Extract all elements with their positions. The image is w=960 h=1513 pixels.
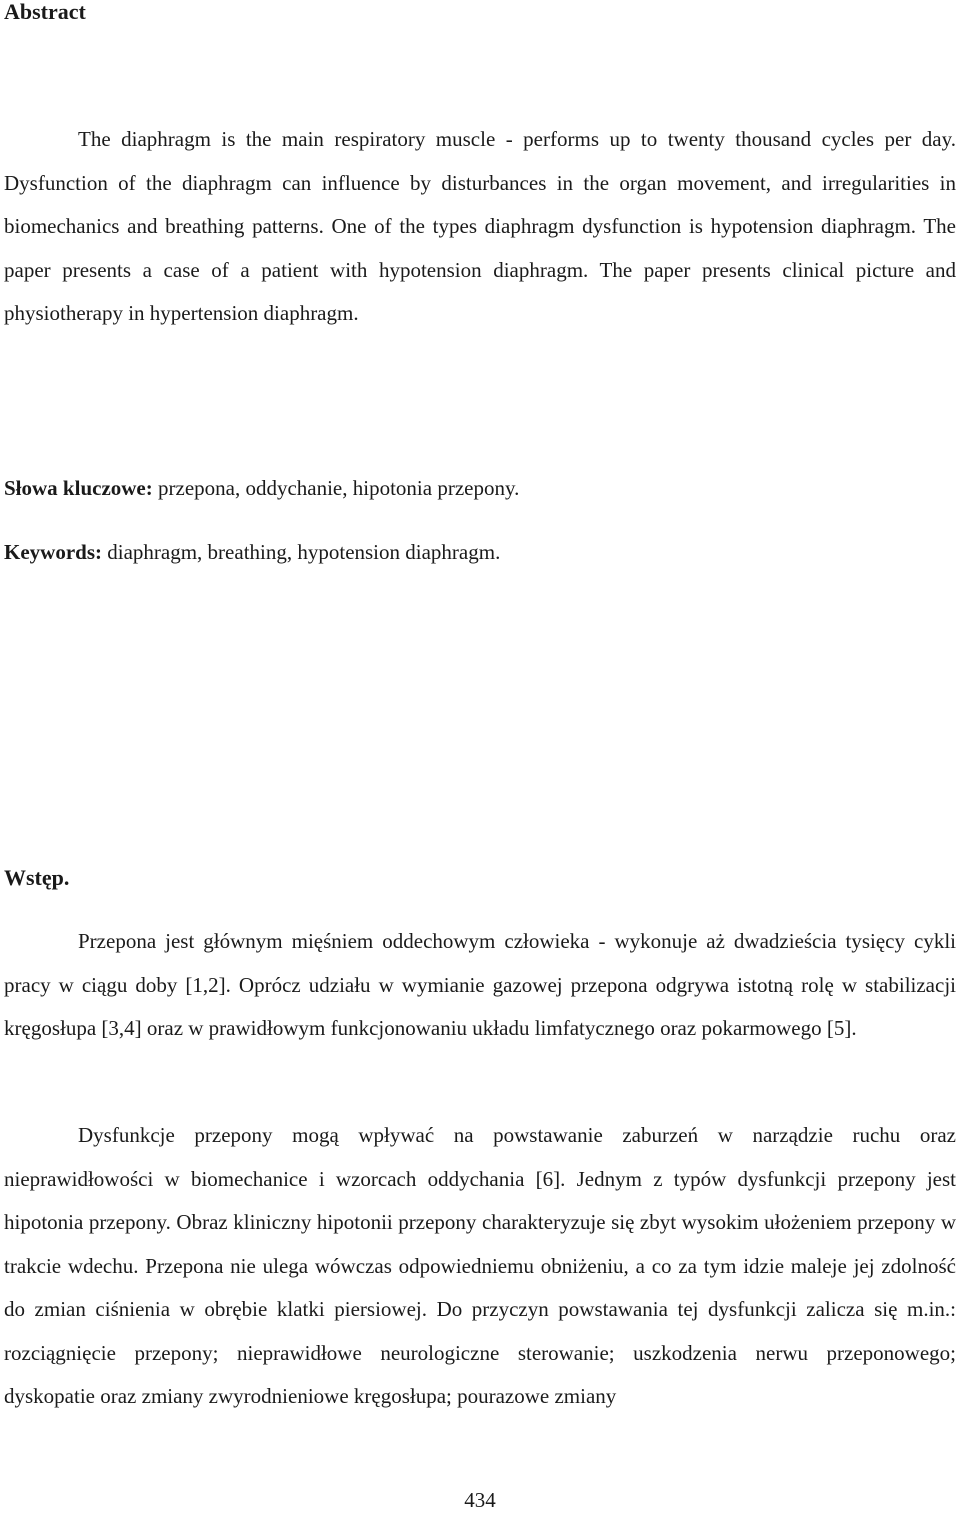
keywords-english-label: Keywords: (4, 540, 102, 564)
abstract-paragraph: The diaphragm is the main respiratory muscle - performs up to twenty thousand cycles per day. Dysfunction of the diaphragm can influence by disturbances in the organ movement, and irregularities in biomechanics and breathing patterns. One of the types diaphragm dysfunction is hypotension diaphragm. The paper presents a case of a patient with hypotension diaphragm. The paper presents clinical picture and physiotherapy in hypertension diaphragm. (4, 127, 956, 325)
introduction-paragraph: Przepona jest głównym mięśniem oddechowym człowieka - wykonuje aż dwadzieścia tysięcy cykli pracy w ciągu doby [1,2]. Oprócz udziału w wymianie gazowej przepona odgrywa istotną rolę w stabilizacji kręgosłupa [3,4] oraz w prawidłowym funkcjonowaniu układu limfatycznego oraz pokarmowego [5]. (4, 929, 956, 1040)
page-number: 434 (464, 1488, 496, 1512)
keywords-english (4, 539, 500, 565)
keywords-polish-value: przepona, oddychanie, hipotonia przepony. (152, 476, 520, 500)
keywords-english-value: diaphragm, breathing, hypotension diaphragm. (102, 540, 501, 564)
keywords-polish-label: Słowa kluczowe: (4, 476, 153, 500)
abstract-heading: Abstract (4, 0, 86, 24)
introduction-heading: Wstęp. (4, 865, 70, 890)
keywords-polish (4, 475, 519, 501)
introduction-paragraph: Dysfunkcje przepony mogą wpływać na powstawanie zaburzeń w narządzie ruchu oraz nieprawidłowości w biomechanice i wzorcach oddychania [6]. Jednym z typów dysfunkcji przepony jest hipotonia przepony. Obraz kliniczny hipotonii przepony charakteryzuje się zbyt wysokim ułożeniem przepony w trakcie wdechu. Przepona nie ulega wówczas odpowiedniemu obniżeniu, a co za tym idzie maleje jej zdolność do zmian ciśnienia w obrębie klatki piersiowej. Do przyczyn powstawania tej dysfunkcji zalicza się m.in.: rozciągnięcie przepony; nieprawidłowe neurologiczne sterowanie; uszkodzenia nerwu przeponowego; dyskopatie oraz zmiany zwyrodnieniowe kręgosłupa; pourazowe zmiany (4, 1123, 956, 1408)
